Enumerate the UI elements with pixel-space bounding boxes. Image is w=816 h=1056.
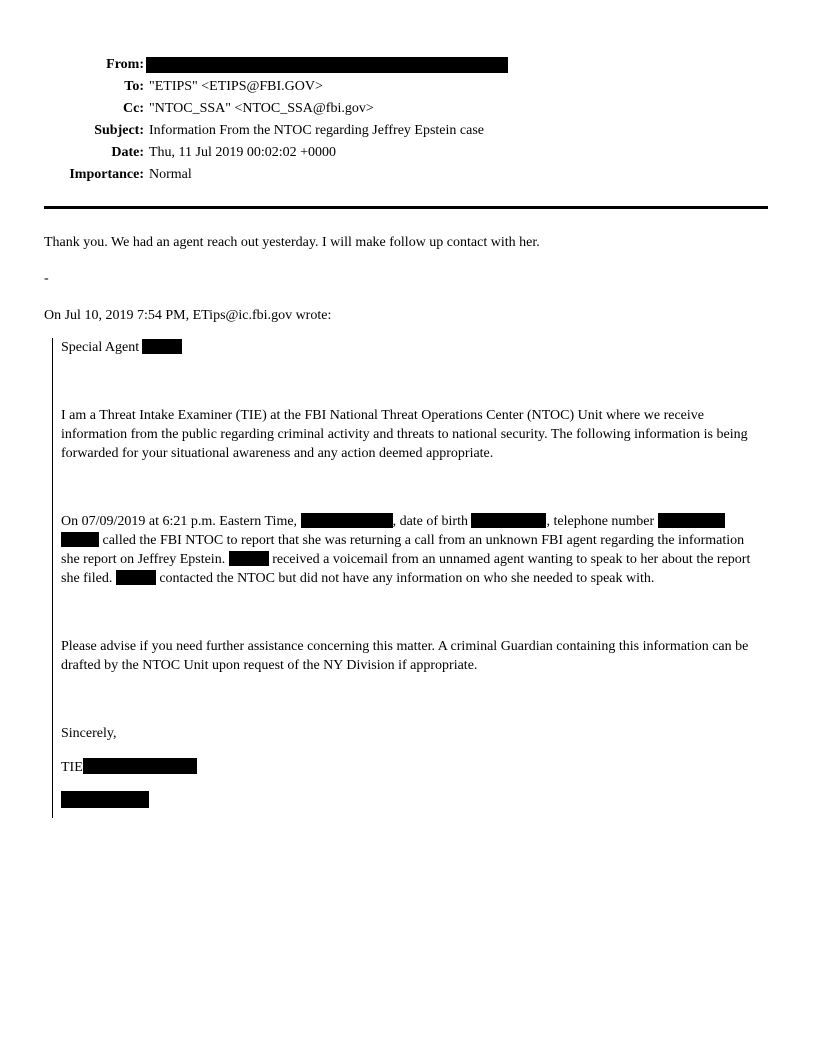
redaction-bar bbox=[146, 57, 508, 73]
importance-label: Importance: bbox=[69, 167, 144, 182]
salutation-line bbox=[61, 338, 764, 357]
dash-line: - bbox=[44, 271, 49, 286]
header-separator-rule bbox=[44, 206, 768, 209]
cc-label: Cc: bbox=[123, 101, 144, 116]
header-row-from bbox=[44, 54, 768, 76]
incident-text-5: received a voicemail from an unnamed agent wanting to speak to her about the report she filed. bbox=[61, 552, 751, 586]
subject-value: Information From the NTOC regarding Jeffrey Epstein case bbox=[149, 123, 485, 138]
closing-line: Sincerely, bbox=[61, 726, 117, 741]
signature-line bbox=[61, 758, 764, 777]
importance-value: Normal bbox=[149, 167, 192, 182]
salutation-text: Special Agent bbox=[61, 340, 140, 355]
intro-paragraph: I am a Threat Intake Examiner (TIE) at the FBI National Threat Operations Center (NTOC) Unit where we receive information from the public regarding criminal activity and threats to national security. The following information is being forwarded for your situational awareness and any action deemed appropriate. bbox=[61, 408, 748, 461]
incident-paragraph bbox=[61, 512, 764, 588]
redaction-bar bbox=[83, 758, 197, 774]
redaction-bar bbox=[61, 532, 99, 547]
to-label: To: bbox=[124, 79, 144, 94]
signature-prefix: TIE bbox=[61, 760, 83, 775]
redaction-bar bbox=[301, 513, 393, 528]
header-row-date bbox=[44, 142, 768, 164]
redaction-bar bbox=[471, 513, 546, 528]
header-row-cc bbox=[44, 98, 768, 120]
subject-label: Subject: bbox=[94, 123, 144, 138]
cc-value: "NTOC_SSA" <NTOC_SSA@fbi.gov> bbox=[149, 101, 374, 116]
date-value: Thu, 11 Jul 2019 00:02:02 +0000 bbox=[149, 145, 337, 160]
advise-paragraph: Please advise if you need further assistance concerning this matter. A criminal Guardian containing this information can be drafted by the NTOC Unit upon request of the NY Division if appropriate. bbox=[61, 639, 749, 673]
incident-text-4: called the FBI NTOC to report that she was returning a call from an unknown FBI agent regarding the information she report on Jeffrey Epstein. bbox=[61, 533, 745, 567]
email-body bbox=[0, 233, 816, 818]
incident-text-6: contacted the NTOC but did not have any information on who she needed to speak with. bbox=[155, 571, 655, 586]
header-row-importance bbox=[44, 164, 768, 186]
reply-text: Thank you. We had an agent reach out yesterday. I will make follow up contact with her. bbox=[44, 235, 540, 250]
from-label: From: bbox=[106, 57, 144, 72]
redaction-bar bbox=[229, 551, 269, 566]
to-value: "ETIPS" <ETIPS@FBI.GOV> bbox=[149, 79, 323, 94]
redaction-bar bbox=[116, 570, 156, 585]
redaction-bar bbox=[658, 513, 725, 528]
email-header bbox=[0, 0, 816, 186]
incident-text-1: On 07/09/2019 at 6:21 p.m. Eastern Time, bbox=[61, 514, 301, 529]
date-label: Date: bbox=[111, 145, 144, 160]
header-row-to bbox=[44, 76, 768, 98]
quoted-message bbox=[52, 338, 764, 818]
quote-attribution-line: On Jul 10, 2019 7:54 PM, ETips@ic.fbi.gov wrote: bbox=[44, 308, 332, 323]
header-row-subject bbox=[44, 120, 768, 142]
redaction-bar bbox=[61, 791, 149, 808]
incident-text-3: , telephone number bbox=[546, 514, 658, 529]
incident-text-2: , date of birth bbox=[392, 514, 472, 529]
redaction-bar bbox=[142, 339, 182, 354]
